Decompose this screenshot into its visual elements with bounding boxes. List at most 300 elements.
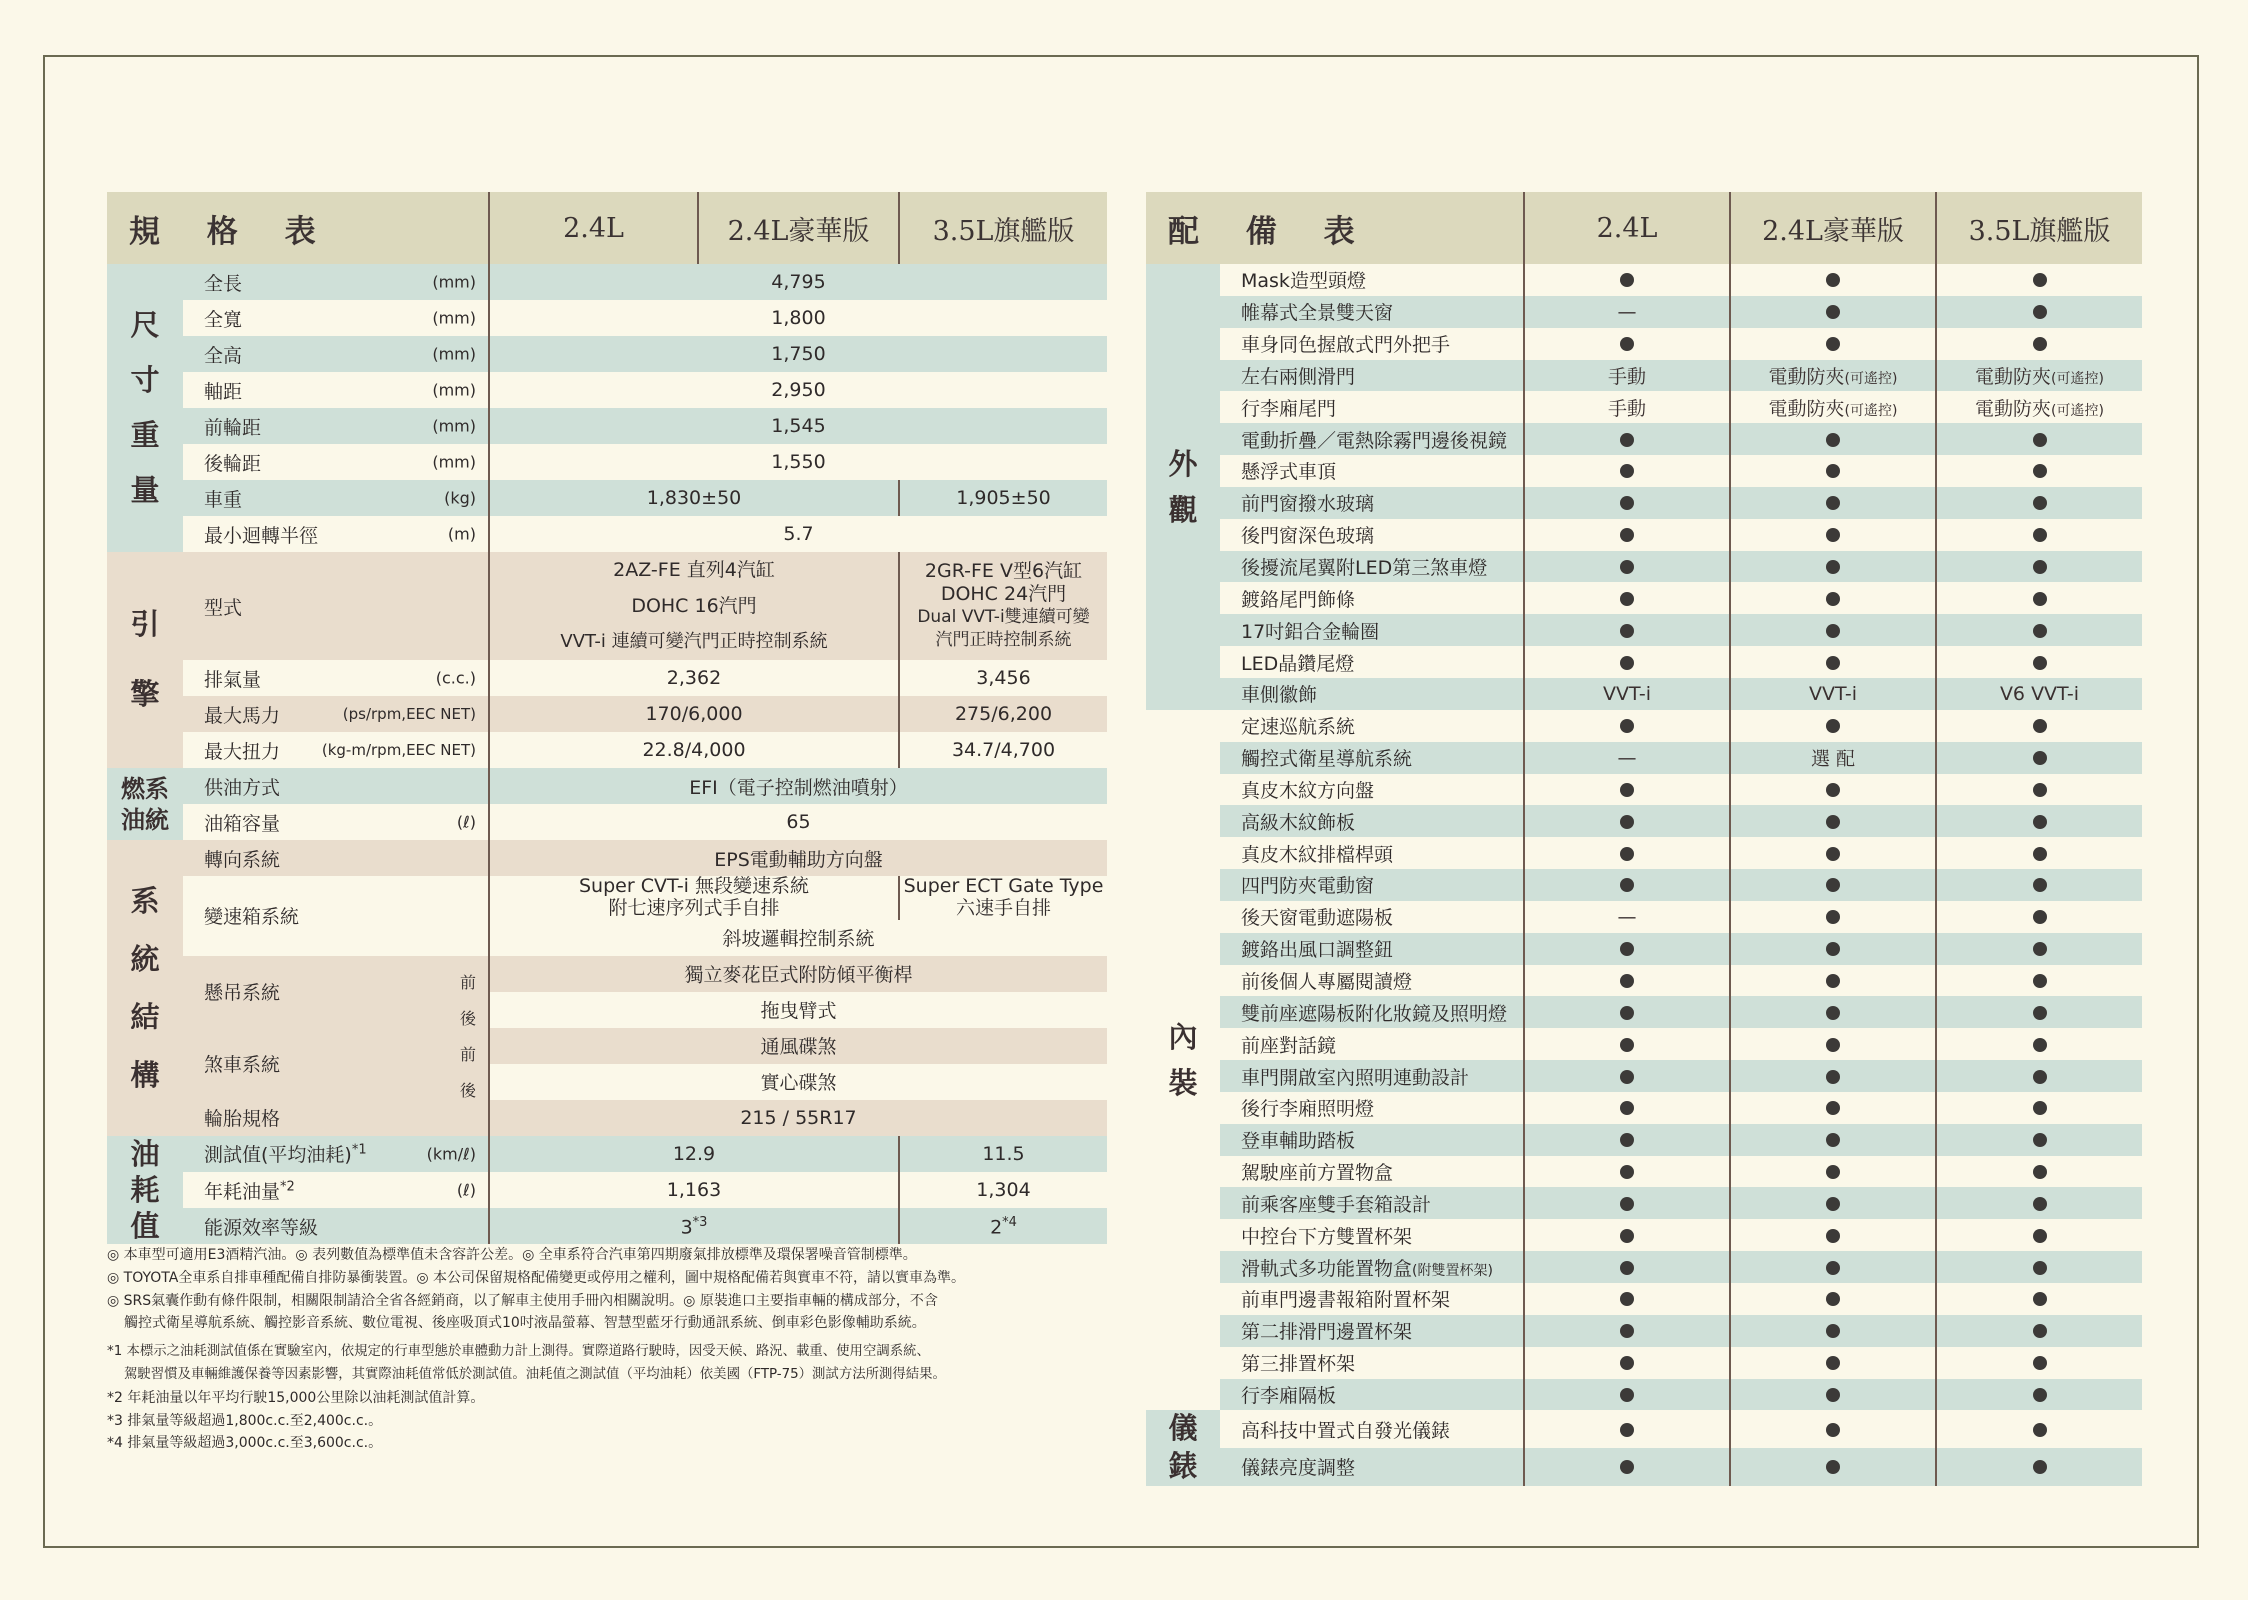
group-chassis: 系統結構 <box>107 840 183 1136</box>
spec-row-steering <box>107 840 1107 876</box>
footnote-3: *3 排氣量等級超過1,800c.c.至2,400c.c.。 <box>107 1412 383 1429</box>
equip-label: 後門窗深色玻璃 <box>1220 519 1524 551</box>
value-rear-track: 1,550 <box>489 444 1107 480</box>
equip-label: 行李廂尾門 <box>1220 391 1524 423</box>
spec-row-test-value <box>107 1136 1107 1172</box>
equip-row <box>1146 423 2142 455</box>
equip-label: 左右兩側滑門 <box>1220 360 1524 392</box>
equip-row <box>1146 391 2142 423</box>
label-annual-fuel: 年耗油量$^{*2}$ (ℓ) <box>183 1172 489 1208</box>
equip-value: 電動防夾(可遙控) <box>1936 360 2142 392</box>
equip-row <box>1146 1315 2142 1347</box>
standard-dot-icon <box>1730 1379 1936 1411</box>
standard-dot-icon <box>1730 1060 1936 1092</box>
standard-dot-icon <box>1524 1283 1730 1315</box>
standard-dot-icon <box>1730 264 1936 296</box>
standard-dot-icon <box>1936 742 2142 774</box>
spec-row-width <box>107 300 1107 336</box>
equip-value: 電動防夾(可遙控) <box>1730 360 1936 392</box>
standard-dot-icon <box>1730 1187 1936 1219</box>
equip-label: LED晶鑽尾燈 <box>1220 646 1524 678</box>
standard-dot-icon <box>1730 1283 1936 1315</box>
spec-row-power <box>107 696 1107 732</box>
standard-dot-icon <box>1936 1187 2142 1219</box>
equip-row <box>1146 1156 2142 1188</box>
equip-value: 手動 <box>1524 360 1730 392</box>
value-efficiency-35: 2$^{*4}$ <box>899 1208 1107 1244</box>
equip-label: 前後個人專屬閱讀燈 <box>1220 965 1524 997</box>
value-torque-35: 34.7/4,700 <box>899 732 1107 768</box>
spec-row-torque <box>107 732 1107 768</box>
equip-label: 第三排置杯架 <box>1220 1347 1524 1379</box>
spec-title: 規 格 表 <box>107 192 489 264</box>
equip-row <box>1146 519 2142 551</box>
equip-label: 四門防夾電動窗 <box>1220 869 1524 901</box>
equip-row <box>1146 901 2142 933</box>
value-torque-24: 22.8/4,000 <box>489 732 899 768</box>
label-turning: 最小迴轉半徑 (m) <box>183 516 489 552</box>
standard-dot-icon <box>1936 1251 2142 1283</box>
spec-row-tank <box>107 804 1107 840</box>
standard-dot-icon <box>1524 774 1730 806</box>
equip-row <box>1146 1379 2142 1411</box>
notes-block <box>107 1244 1117 1455</box>
spec-header-row <box>107 192 1107 264</box>
spec-row-efficiency <box>107 1208 1107 1244</box>
equip-label: Mask造型頭燈 <box>1220 264 1524 296</box>
label-fuel-supply: 供油方式 <box>183 768 489 804</box>
equip-label: 雙前座遮陽板附化妝鏡及照明燈 <box>1220 996 1524 1028</box>
equip-row <box>1146 933 2142 965</box>
equip-label: 真皮木紋排檔桿頭 <box>1220 837 1524 869</box>
equip-label: 後天窗電動遮陽板 <box>1220 901 1524 933</box>
spec-row-annual-fuel <box>107 1172 1107 1208</box>
standard-dot-icon <box>1524 805 1730 837</box>
standard-dot-icon <box>1730 710 1936 742</box>
equip-label: 車側徽飾 <box>1220 678 1524 710</box>
spec-row-wheelbase <box>107 372 1107 408</box>
standard-dot-icon <box>1936 328 2142 360</box>
spec-row-transmission <box>107 876 1107 920</box>
value-front-track: 1,545 <box>489 408 1107 444</box>
standard-dot-icon <box>1730 455 1936 487</box>
standard-dot-icon <box>1730 805 1936 837</box>
label-power: 最大馬力 (ps/rpm,EEC NET) <box>183 696 489 732</box>
note-line: ◎ 本車型可適用E3酒精汽油。◎ 表列數值為標準值未含容許公差。◎ 全車系符合汽車第四期廢氣排放標準及環保署噪音管制標準。 <box>107 1247 917 1263</box>
equip-title: 配 備 表 <box>1146 192 1524 264</box>
standard-dot-icon <box>1730 774 1936 806</box>
footnote-4: *4 排氣量等級超過3,000c.c.至3,600c.c.。 <box>107 1435 383 1452</box>
label-steering: 轉向系統 <box>183 840 489 876</box>
label-suspension: 懸吊系統 前 後 <box>183 956 489 1028</box>
value-brakes-front: 通風碟煞 <box>489 1028 1107 1064</box>
value-tires: 215 / 55R17 <box>489 1100 1107 1136</box>
standard-dot-icon <box>1524 614 1730 646</box>
value-tank: 65 <box>489 804 1107 840</box>
equip-value: — <box>1524 901 1730 933</box>
standard-dot-icon <box>1524 328 1730 360</box>
standard-dot-icon <box>1936 710 2142 742</box>
equip-label: 17吋鋁合金輪圈 <box>1220 614 1524 646</box>
standard-dot-icon <box>1524 837 1730 869</box>
standard-dot-icon <box>1730 1251 1936 1283</box>
standard-dot-icon <box>1730 965 1936 997</box>
equipment-table <box>1146 192 2142 1486</box>
standard-dot-icon <box>1936 1347 2142 1379</box>
standard-dot-icon <box>1936 1156 2142 1188</box>
standard-dot-icon <box>1730 1028 1936 1060</box>
standard-dot-icon <box>1730 551 1936 583</box>
standard-dot-icon <box>1730 1347 1936 1379</box>
equip-row <box>1146 678 2142 710</box>
equip-label: 滑軌式多功能置物盒(附雙置杯架) <box>1220 1251 1524 1283</box>
label-torque: 最大扭力 (kg-m/rpm,EEC NET) <box>183 732 489 768</box>
spec-row-displacement <box>107 660 1107 696</box>
value-wheelbase: 2,950 <box>489 372 1107 408</box>
equip-row <box>1146 264 2142 296</box>
spec-col-24: 2.4L <box>489 192 698 264</box>
equip-label: 後行李廂照明燈 <box>1220 1092 1524 1124</box>
value-suspension-rear: 拖曳臂式 <box>489 992 1107 1028</box>
equip-row <box>1146 360 2142 392</box>
standard-dot-icon <box>1730 1315 1936 1347</box>
equip-row <box>1146 1410 2142 1448</box>
equip-label: 高科技中置式自發光儀錶 <box>1220 1410 1524 1448</box>
note-line: ◎ SRS氣囊作動有條件限制，相關限制請洽全省各經銷商，以了解車主使用手冊內相關說明。◎ 原裝進口主要指車輛的構成部分，不含 <box>107 1292 938 1309</box>
equip-row <box>1146 551 2142 583</box>
value-transmission-24: Super CVT-i 無段變速系統 附七速序列式手自排 <box>489 876 899 920</box>
standard-dot-icon <box>1936 1060 2142 1092</box>
equip-label: 行李廂隔板 <box>1220 1379 1524 1411</box>
group-dimensions: 尺寸重量 <box>107 264 183 552</box>
standard-dot-icon <box>1936 1315 2142 1347</box>
equip-label: 真皮木紋方向盤 <box>1220 774 1524 806</box>
standard-dot-icon <box>1936 1124 2142 1156</box>
equip-label: 前門窗撥水玻璃 <box>1220 487 1524 519</box>
label-brakes: 煞車系統 前 後 <box>183 1028 489 1100</box>
spec-row-height <box>107 336 1107 372</box>
equip-label: 駕駛座前方置物盒 <box>1220 1156 1524 1188</box>
value-annual-24: 1,163 <box>489 1172 899 1208</box>
standard-dot-icon <box>1936 264 2142 296</box>
label-test-value: 測試值(平均油耗)$^{*1}$ (km/ℓ) <box>183 1136 489 1172</box>
note-line: 觸控式衛星導航系統、觸控影音系統、數位電視、後座吸頂式10吋液晶螢幕、智慧型藍牙行動通訊系統、倒車彩色影像輔助系統。 <box>124 1315 926 1332</box>
equip-label: 前車門邊書報箱附置杯架 <box>1220 1283 1524 1315</box>
standard-dot-icon <box>1730 837 1936 869</box>
spec-row-brakes-front <box>107 1028 1107 1064</box>
spec-row-engine-type <box>107 552 1107 660</box>
equip-label: 車身同色握啟式門外把手 <box>1220 328 1524 360</box>
label-length: 全長 (mm) <box>183 264 489 300</box>
equip-row <box>1146 296 2142 328</box>
equip-label: 中控台下方雙置杯架 <box>1220 1219 1524 1251</box>
standard-dot-icon <box>1936 582 2142 614</box>
standard-dot-icon <box>1730 1156 1936 1188</box>
standard-dot-icon <box>1524 933 1730 965</box>
standard-dot-icon <box>1524 1187 1730 1219</box>
group-exterior: 外觀 <box>1146 264 1220 710</box>
equip-row <box>1146 328 2142 360</box>
standard-dot-icon <box>1936 933 2142 965</box>
spec-row-fuel-supply <box>107 768 1107 804</box>
group-interior: 內裝 <box>1146 710 1220 1411</box>
label-width: 全寬 (mm) <box>183 300 489 336</box>
value-turning: 5.7 <box>489 516 1107 552</box>
standard-dot-icon <box>1730 901 1936 933</box>
equip-row <box>1146 614 2142 646</box>
standard-dot-icon <box>1524 1124 1730 1156</box>
label-wheelbase: 軸距 (mm) <box>183 372 489 408</box>
group-engine: 引擎 <box>107 552 183 768</box>
equip-value: 手動 <box>1524 391 1730 423</box>
label-brakes-front: 前 <box>459 1044 476 1064</box>
label-efficiency: 能源效率等級 <box>183 1208 489 1244</box>
value-displacement-24: 2,362 <box>489 660 899 696</box>
label-rear-track: 後輪距 (mm) <box>183 444 489 480</box>
standard-dot-icon <box>1730 1124 1936 1156</box>
value-length: 4,795 <box>489 264 1107 300</box>
label-engine-type: 型式 <box>183 552 489 660</box>
equip-label: 車門開啟室內照明連動設計 <box>1220 1060 1524 1092</box>
equip-label: 帷幕式全景雙天窗 <box>1220 296 1524 328</box>
value-engine-type-35: 2GR-FE V型6汽缸 DOHC 24汽門 Dual VVT-i雙連續可變 汽門正時控制系統 <box>899 552 1107 660</box>
equip-row <box>1146 710 2142 742</box>
spec-row-rear-track <box>107 444 1107 480</box>
standard-dot-icon <box>1524 1028 1730 1060</box>
equip-value: 電動防夾(可遙控) <box>1730 391 1936 423</box>
equip-label: 鍍鉻出風口調整鈕 <box>1220 933 1524 965</box>
standard-dot-icon <box>1936 1410 2142 1448</box>
standard-dot-icon <box>1524 646 1730 678</box>
footnote-1-cont: 駕駛習慣及車輛維護保養等因素影響，其實際油耗值常低於測試值。油耗值之測試值（平均油耗）依美國（FTP-75）測試方法所測得結果。 <box>124 1366 946 1382</box>
label-brakes-rear: 後 <box>459 1080 476 1100</box>
standard-dot-icon <box>1524 519 1730 551</box>
label-tank: 油箱容量 (ℓ) <box>183 804 489 840</box>
label-weight: 車重 (kg) <box>183 480 489 516</box>
equip-row <box>1146 1124 2142 1156</box>
standard-dot-icon <box>1730 1092 1936 1124</box>
standard-dot-icon <box>1936 1448 2142 1486</box>
equip-row <box>1146 1347 2142 1379</box>
value-fuel-supply: EFI（電子控制燃油噴射） <box>489 768 1107 804</box>
standard-dot-icon <box>1524 1251 1730 1283</box>
standard-dot-icon <box>1730 933 1936 965</box>
spec-col-35-flagship: 3.5L旗艦版 <box>899 192 1107 264</box>
value-power-24: 170/6,000 <box>489 696 899 732</box>
standard-dot-icon <box>1936 901 2142 933</box>
value-height: 1,750 <box>489 336 1107 372</box>
equip-label: 儀錶亮度調整 <box>1220 1448 1524 1486</box>
value-annual-35: 1,304 <box>899 1172 1107 1208</box>
equip-value: — <box>1524 296 1730 328</box>
standard-dot-icon <box>1524 1379 1730 1411</box>
standard-dot-icon <box>1936 487 2142 519</box>
standard-dot-icon <box>1730 423 1936 455</box>
equip-row <box>1146 1187 2142 1219</box>
standard-dot-icon <box>1936 551 2142 583</box>
equip-row <box>1146 1448 2142 1486</box>
spec-row-suspension-front <box>107 956 1107 992</box>
standard-dot-icon <box>1730 1219 1936 1251</box>
standard-dot-icon <box>1730 487 1936 519</box>
standard-dot-icon <box>1936 423 2142 455</box>
equip-label: 前座對話鏡 <box>1220 1028 1524 1060</box>
standard-dot-icon <box>1936 614 2142 646</box>
standard-dot-icon <box>1524 423 1730 455</box>
equip-label: 前乘客座雙手套箱設計 <box>1220 1187 1524 1219</box>
equip-header-row <box>1146 192 2142 264</box>
value-weight-24: 1,830±50 <box>489 480 899 516</box>
standard-dot-icon <box>1524 965 1730 997</box>
equip-col-24: 2.4L <box>1524 192 1730 264</box>
equip-value: — <box>1524 742 1730 774</box>
label-suspension-rear: 後 <box>459 1008 476 1028</box>
equip-label: 電動折疊／電熱除霧門邊後視鏡 <box>1220 423 1524 455</box>
equip-value: V6 VVT-i <box>1936 678 2142 710</box>
standard-dot-icon <box>1730 519 1936 551</box>
standard-dot-icon <box>1524 869 1730 901</box>
standard-dot-icon <box>1936 296 2142 328</box>
group-fuel: 燃系油統 <box>107 768 183 840</box>
standard-dot-icon <box>1524 264 1730 296</box>
standard-dot-icon <box>1524 1156 1730 1188</box>
equip-row <box>1146 582 2142 614</box>
standard-dot-icon <box>1524 1219 1730 1251</box>
spec-row-turning <box>107 516 1107 552</box>
equip-row <box>1146 1251 2142 1283</box>
standard-dot-icon <box>1730 996 1936 1028</box>
equip-value: 選 配 <box>1730 742 1936 774</box>
equip-label: 高級木紋飾板 <box>1220 805 1524 837</box>
value-brakes-rear: 實心碟煞 <box>489 1064 1107 1100</box>
value-engine-type-24: 2AZ-FE 直列4汽缸 DOHC 16汽門 VVT-i 連續可變汽門正時控制系統 <box>489 552 899 660</box>
equip-label: 鍍鉻尾門飾條 <box>1220 582 1524 614</box>
equip-label: 定速巡航系統 <box>1220 710 1524 742</box>
standard-dot-icon <box>1936 965 2142 997</box>
standard-dot-icon <box>1730 1410 1936 1448</box>
standard-dot-icon <box>1524 996 1730 1028</box>
standard-dot-icon <box>1730 296 1936 328</box>
standard-dot-icon <box>1524 582 1730 614</box>
equip-value: VVT-i <box>1524 678 1730 710</box>
standard-dot-icon <box>1730 614 1936 646</box>
equip-label: 登車輔助踏板 <box>1220 1124 1524 1156</box>
group-gauges: 儀錶 <box>1146 1410 1220 1485</box>
footnote-1: *1 本標示之油耗測試值係在實驗室內，依規定的行車型態於車體動力計上測得。實際道路行駛時，因受天候、路況、載重、使用空調系統、 <box>107 1344 930 1360</box>
label-suspension-front: 前 <box>459 972 476 992</box>
equip-value: VVT-i <box>1730 678 1936 710</box>
standard-dot-icon <box>1524 1092 1730 1124</box>
value-test-24: 12.9 <box>489 1136 899 1172</box>
equip-row <box>1146 455 2142 487</box>
standard-dot-icon <box>1936 1283 2142 1315</box>
standard-dot-icon <box>1936 869 2142 901</box>
label-height: 全高 (mm) <box>183 336 489 372</box>
standard-dot-icon <box>1730 869 1936 901</box>
standard-dot-icon <box>1936 837 2142 869</box>
equip-row <box>1146 996 2142 1028</box>
value-power-35: 275/6,200 <box>899 696 1107 732</box>
value-efficiency-24: 3$^{*3}$ <box>489 1208 899 1244</box>
equip-row <box>1146 1219 2142 1251</box>
equip-row <box>1146 1060 2142 1092</box>
label-front-track: 前輪距 (mm) <box>183 408 489 444</box>
standard-dot-icon <box>1730 582 1936 614</box>
standard-dot-icon <box>1936 1379 2142 1411</box>
equip-value: 電動防夾(可遙控) <box>1936 391 2142 423</box>
value-displacement-35: 3,456 <box>899 660 1107 696</box>
standard-dot-icon <box>1524 487 1730 519</box>
equip-row <box>1146 774 2142 806</box>
value-suspension-front: 獨立麥花臣式附防傾平衡桿 <box>489 956 1107 992</box>
spec-table <box>107 192 1107 1244</box>
spec-row-tires <box>107 1100 1107 1136</box>
value-steering: EPS電動輔助方向盤 <box>489 840 1107 876</box>
value-width: 1,800 <box>489 300 1107 336</box>
equip-label: 後擾流尾翼附LED第三煞車燈 <box>1220 551 1524 583</box>
equip-col-24-luxury: 2.4L豪華版 <box>1730 192 1936 264</box>
standard-dot-icon <box>1730 1448 1936 1486</box>
standard-dot-icon <box>1936 519 2142 551</box>
label-tires: 輪胎規格 <box>183 1100 489 1136</box>
equip-row <box>1146 869 2142 901</box>
equip-row <box>1146 646 2142 678</box>
standard-dot-icon <box>1524 1410 1730 1448</box>
standard-dot-icon <box>1936 805 2142 837</box>
spec-row-front-track <box>107 408 1107 444</box>
equip-col-35-flagship: 3.5L旗艦版 <box>1936 192 2142 264</box>
label-transmission: 變速箱系統 <box>183 876 489 956</box>
standard-dot-icon <box>1730 646 1936 678</box>
standard-dot-icon <box>1936 1092 2142 1124</box>
standard-dot-icon <box>1936 1219 2142 1251</box>
equip-row <box>1146 965 2142 997</box>
equip-row <box>1146 487 2142 519</box>
equip-row <box>1146 742 2142 774</box>
equip-row <box>1146 1283 2142 1315</box>
spec-row-length <box>107 264 1107 300</box>
standard-dot-icon <box>1524 455 1730 487</box>
spec-col-24-luxury: 2.4L豪華版 <box>698 192 899 264</box>
spec-row-weight <box>107 480 1107 516</box>
standard-dot-icon <box>1936 996 2142 1028</box>
value-test-35: 11.5 <box>899 1136 1107 1172</box>
note-line: ◎ TOYOTA全車系自排車種配備自排防暴衝裝置。◎ 本公司保留規格配備變更或停用之權利，圖中規格配備若與實車不符，請以實車為準。 <box>107 1269 965 1286</box>
value-transmission-shared: 斜坡邏輯控制系統 <box>489 920 1107 956</box>
label-displacement: 排氣量 (c.c.) <box>183 660 489 696</box>
footnote-2: *2 年耗油量以年平均行駛15,000公里除以油耗測試值計算。 <box>107 1389 485 1406</box>
equip-label: 懸浮式車頂 <box>1220 455 1524 487</box>
equip-row <box>1146 1092 2142 1124</box>
standard-dot-icon <box>1524 1448 1730 1486</box>
standard-dot-icon <box>1936 646 2142 678</box>
value-transmission-35: Super ECT Gate Type 六速手自排 <box>899 876 1107 920</box>
standard-dot-icon <box>1524 710 1730 742</box>
standard-dot-icon <box>1936 455 2142 487</box>
equip-row <box>1146 837 2142 869</box>
standard-dot-icon <box>1730 328 1936 360</box>
equip-label: 觸控式衛星導航系統 <box>1220 742 1524 774</box>
value-weight-35: 1,905±50 <box>899 480 1107 516</box>
equip-label: 第二排滑門邊置杯架 <box>1220 1315 1524 1347</box>
standard-dot-icon <box>1524 551 1730 583</box>
standard-dot-icon <box>1936 774 2142 806</box>
standard-dot-icon <box>1524 1315 1730 1347</box>
standard-dot-icon <box>1936 1028 2142 1060</box>
standard-dot-icon <box>1524 1347 1730 1379</box>
group-consumption: 油耗值 <box>107 1136 183 1245</box>
equip-row <box>1146 805 2142 837</box>
